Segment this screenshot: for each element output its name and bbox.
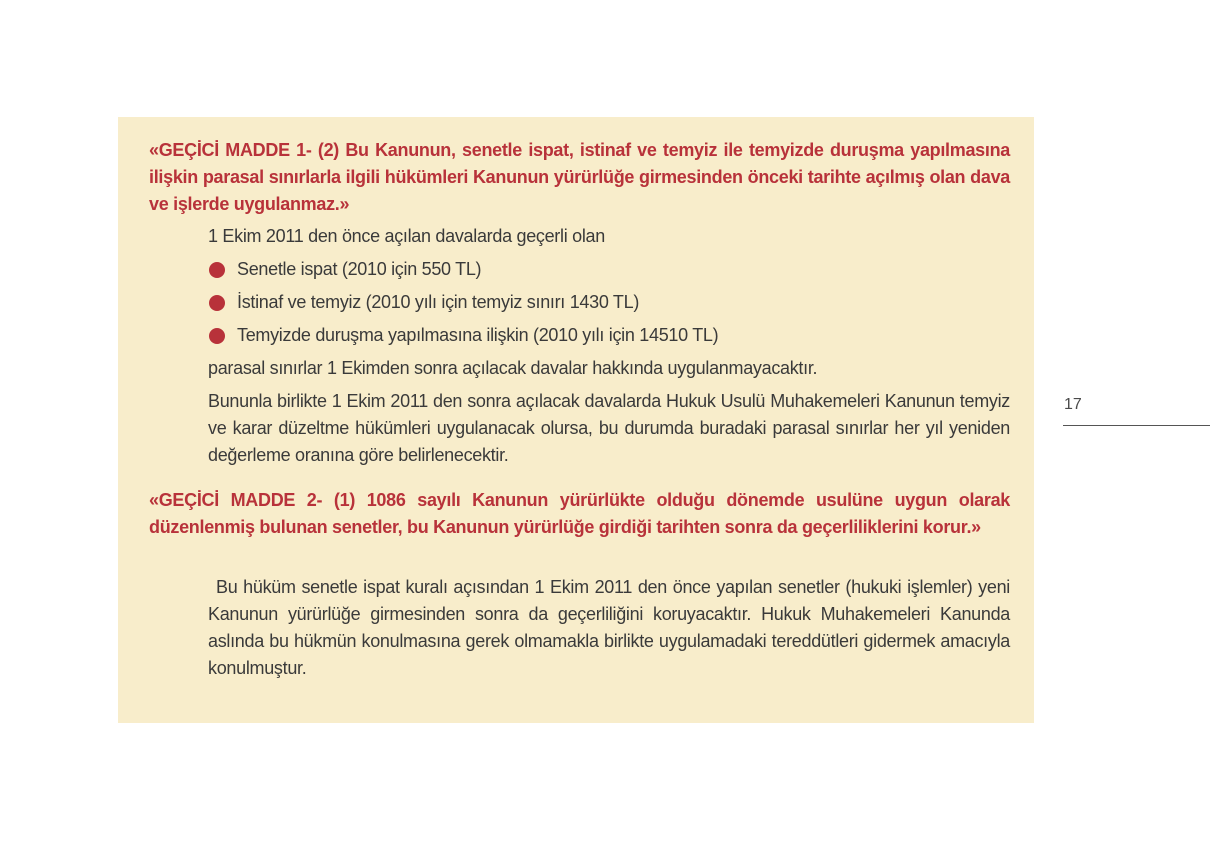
bullet-text: İstinaf ve temyiz (2010 yılı için temyiz sınırı 1430 TL) [237, 292, 640, 312]
madde2-paragraph: Bu hüküm senetle ispat kuralı açısından 1 Ekim 2011 den önce yapılan senetler (hukuki işlemler) yeni Kanunun yürürlüğe girmesinden sonra da geçerliliğini koruyacaktır. Hukuk Muhakemeleri Kanunda aslında bu hükmün konulmasına gerek olmamakla birlikte uygulamadaki tereddütleri gidermek amacıyla konulmuştur. [208, 577, 1010, 678]
list-item [208, 322, 718, 355]
bullet-dot-icon [209, 262, 225, 278]
madde1-paragraph2: Bununla birlikte 1 Ekim 2011 den sonra açılacak davalarda Hukuk Usulü Muhakemeleri Kanunun temyiz ve karar düzeltme hükümleri uygulanacak olursa, bu durumda buradaki parasal sınırlar her yıl yeniden değerleme oranına göre belirlenecektir. [208, 391, 1010, 465]
list-item [208, 256, 718, 289]
bullet-text: Temyizde duruşma yapılmasına ilişkin (2010 yılı için 14510 TL) [237, 325, 719, 345]
madde2-heading: «GEÇİCİ MADDE 2- (1) 1086 sayılı Kanunun yürürlükte olduğu dönemde usulüne uygun olarak düzenlenmiş bulunan senetler, bu Kanunun yürürlüğe girdiği tarihten sonra da geçerliliklerini korur.» [149, 490, 1010, 537]
madde1-bullet-list [208, 256, 718, 355]
page-number-rule [1063, 425, 1210, 426]
madde1-paragraph1: parasal sınırlar 1 Ekimden sonra açılacak davalar hakkında uygulanmayacaktır. [208, 358, 818, 378]
madde1-intro: 1 Ekim 2011 den önce açılan davalarda geçerli olan [208, 226, 605, 246]
madde1-heading: «GEÇİCİ MADDE 1- (2) Bu Kanunun, senetle ispat, istinaf ve temyiz ile temyizde duruşma yapılmasına ilişkin parasal sınırlarla ilgili hükümleri Kanunun yürürlüğe girmesinden önceki tarihte açılmış olan dava ve işlerde uygulanmaz.» [149, 140, 1010, 214]
page-number: 17 [1064, 396, 1082, 413]
bullet-dot-icon [209, 295, 225, 311]
list-item [208, 289, 718, 322]
bullet-text: Senetle ispat (2010 için 550 TL) [237, 259, 482, 279]
bullet-dot-icon [209, 328, 225, 344]
